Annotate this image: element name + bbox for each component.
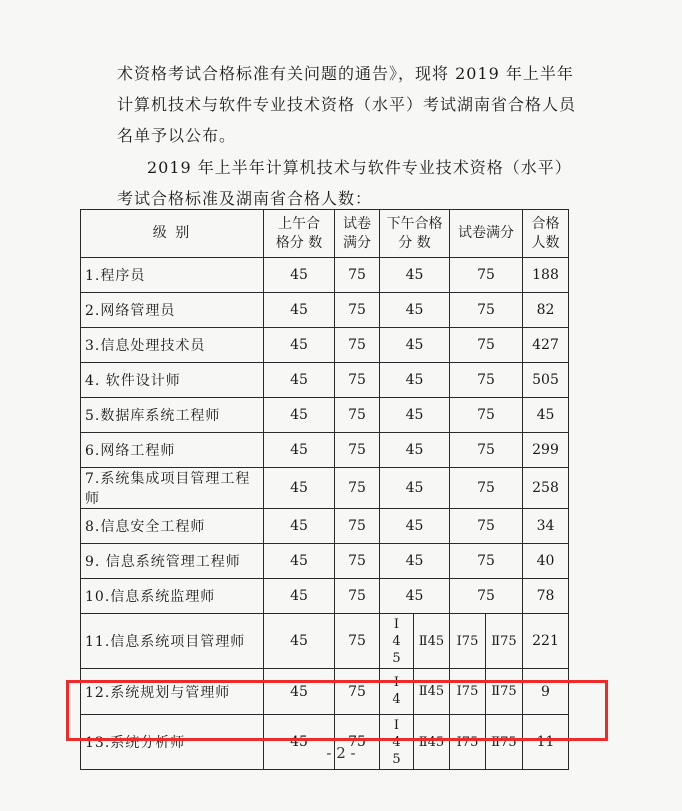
row-pm-full-2: Ⅱ75 [486,715,523,770]
row-pm-full: 75 [450,579,523,614]
row-pm-full-2: Ⅱ75 [486,669,523,715]
row-am-pass: 45 [264,579,335,614]
row-pm-pass-1-text: Ⅰ 45 [392,616,401,666]
row-am-full: 75 [335,258,380,293]
row-count: 188 [523,258,569,293]
row-am-pass: 45 [264,328,335,363]
header-pm-pass [380,210,450,258]
pass-standard-table [80,209,569,770]
row-level: 1.程序员 [81,258,264,293]
row-am-full: 75 [335,468,380,509]
row-count: 40 [523,544,569,579]
table-row [81,398,569,433]
row-am-full: 75 [335,398,380,433]
header-count [523,210,569,258]
table-row [81,579,569,614]
row-level: 12.系统规划与管理师 [81,669,264,715]
row-level: 8.信息安全工程师 [81,509,264,544]
table-row-split [81,669,569,715]
table-row [81,363,569,398]
intro-paragraph: 术资格考试合格标准有关问题的通告》，现将 2019 年上半年计算机技术与软件专业技术资格（水平）考试湖南省合格人员名单予以公布。 [117,64,577,145]
row-count: 427 [523,328,569,363]
table-row [81,328,569,363]
row-pm-pass-2: Ⅱ45 [414,715,450,770]
row-am-pass: 45 [264,258,335,293]
row-count: 82 [523,293,569,328]
row-pm-pass: 45 [380,363,450,398]
row-am-pass: 45 [264,509,335,544]
row-am-full: 75 [335,363,380,398]
row-pm-pass-2: Ⅱ45 [414,669,450,715]
row-pm-full: 75 [450,258,523,293]
row-count: 78 [523,579,569,614]
row-level: 10.信息系统监理师 [81,579,264,614]
table-row [81,509,569,544]
row-am-full: 75 [335,669,380,715]
row-am-full: 75 [335,328,380,363]
row-am-full: 75 [335,509,380,544]
row-pm-full: 75 [450,293,523,328]
row-pm-pass: 45 [380,293,450,328]
row-level: 7.系统集成项目管理工程师 [81,468,264,509]
table-row [81,468,569,509]
row-level: 4. 软件设计师 [81,363,264,398]
row-pm-full: 75 [450,328,523,363]
row-pm-pass: 45 [380,258,450,293]
row-am-full: 75 [335,614,380,669]
table-row-split [81,614,569,669]
row-pm-pass-1-text: Ⅰ 4 [392,674,401,707]
standard-heading-text: 2019 年上半年计算机技术与软件专业技术资格（水平）考试合格标准及湖南省合格人数： [117,158,572,208]
header-am-full-text: 试卷满分 [343,215,371,251]
row-pm-pass: 45 [380,433,450,468]
header-count-text: 合格人数 [531,215,560,251]
row-am-full: 75 [335,433,380,468]
row-pm-pass: 45 [380,509,450,544]
row-am-pass: 45 [264,715,335,770]
row-am-pass: 45 [264,363,335,398]
row-pm-pass-1 [380,669,414,715]
row-count: 221 [523,614,569,669]
row-am-pass: 45 [264,614,335,669]
row-level: 13.系统分析师 [81,715,264,770]
row-am-pass: 45 [264,468,335,509]
row-count: 9 [523,669,569,715]
row-am-pass: 45 [264,544,335,579]
table-row [81,433,569,468]
header-am-pass-text: 上午合格分 数 [275,215,323,251]
table-row [81,544,569,579]
row-level: 5.数据库系统工程师 [81,398,264,433]
row-pm-full: 75 [450,363,523,398]
header-pm-pass-text: 下午合格分 数 [386,215,443,251]
row-level: 2.网络管理员 [81,293,264,328]
table-row [81,258,569,293]
row-pm-full-1: Ⅰ75 [450,715,486,770]
row-am-full: 75 [335,544,380,579]
row-level: 9. 信息系统管理工程师 [81,544,264,579]
header-am-full [335,210,380,258]
row-pm-full: 75 [450,509,523,544]
row-pm-full: 75 [450,433,523,468]
row-pm-full: 75 [450,544,523,579]
table-header-row [81,210,569,258]
row-pm-pass: 45 [380,398,450,433]
row-am-pass: 45 [264,669,335,715]
row-pm-full: 75 [450,398,523,433]
row-level: 6.网络工程师 [81,433,264,468]
row-pm-pass: 45 [380,328,450,363]
row-pm-full-1: Ⅰ75 [450,614,486,669]
row-count: 11 [523,715,569,770]
row-count: 34 [523,509,569,544]
row-am-pass: 45 [264,433,335,468]
row-pm-pass: 45 [380,468,450,509]
row-am-full: 75 [335,293,380,328]
row-count: 505 [523,363,569,398]
row-am-full: 75 [335,579,380,614]
row-am-full: 75 [335,715,380,770]
row-pm-pass: 45 [380,544,450,579]
page-number: - 2 - [326,744,356,762]
row-pm-pass-2: Ⅱ45 [414,614,450,669]
row-level: 3.信息处理技术员 [81,328,264,363]
header-am-pass [264,210,335,258]
row-pm-pass-1 [380,614,414,669]
row-pm-full: 75 [450,468,523,509]
row-count: 45 [523,398,569,433]
row-pm-pass-1-text: Ⅰ 45 [392,717,401,767]
row-count: 299 [523,433,569,468]
standard-heading [117,152,587,214]
header-pm-full: 试卷满分 [450,210,523,258]
row-am-pass: 45 [264,398,335,433]
row-am-pass: 45 [264,293,335,328]
row-level: 11.信息系统项目管理师 [81,614,264,669]
table-row [81,293,569,328]
header-level: 级 别 [81,210,264,258]
row-pm-pass: 45 [380,579,450,614]
row-pm-full-2: Ⅱ75 [486,614,523,669]
row-pm-full-1: Ⅰ75 [450,669,486,715]
row-count: 258 [523,468,569,509]
